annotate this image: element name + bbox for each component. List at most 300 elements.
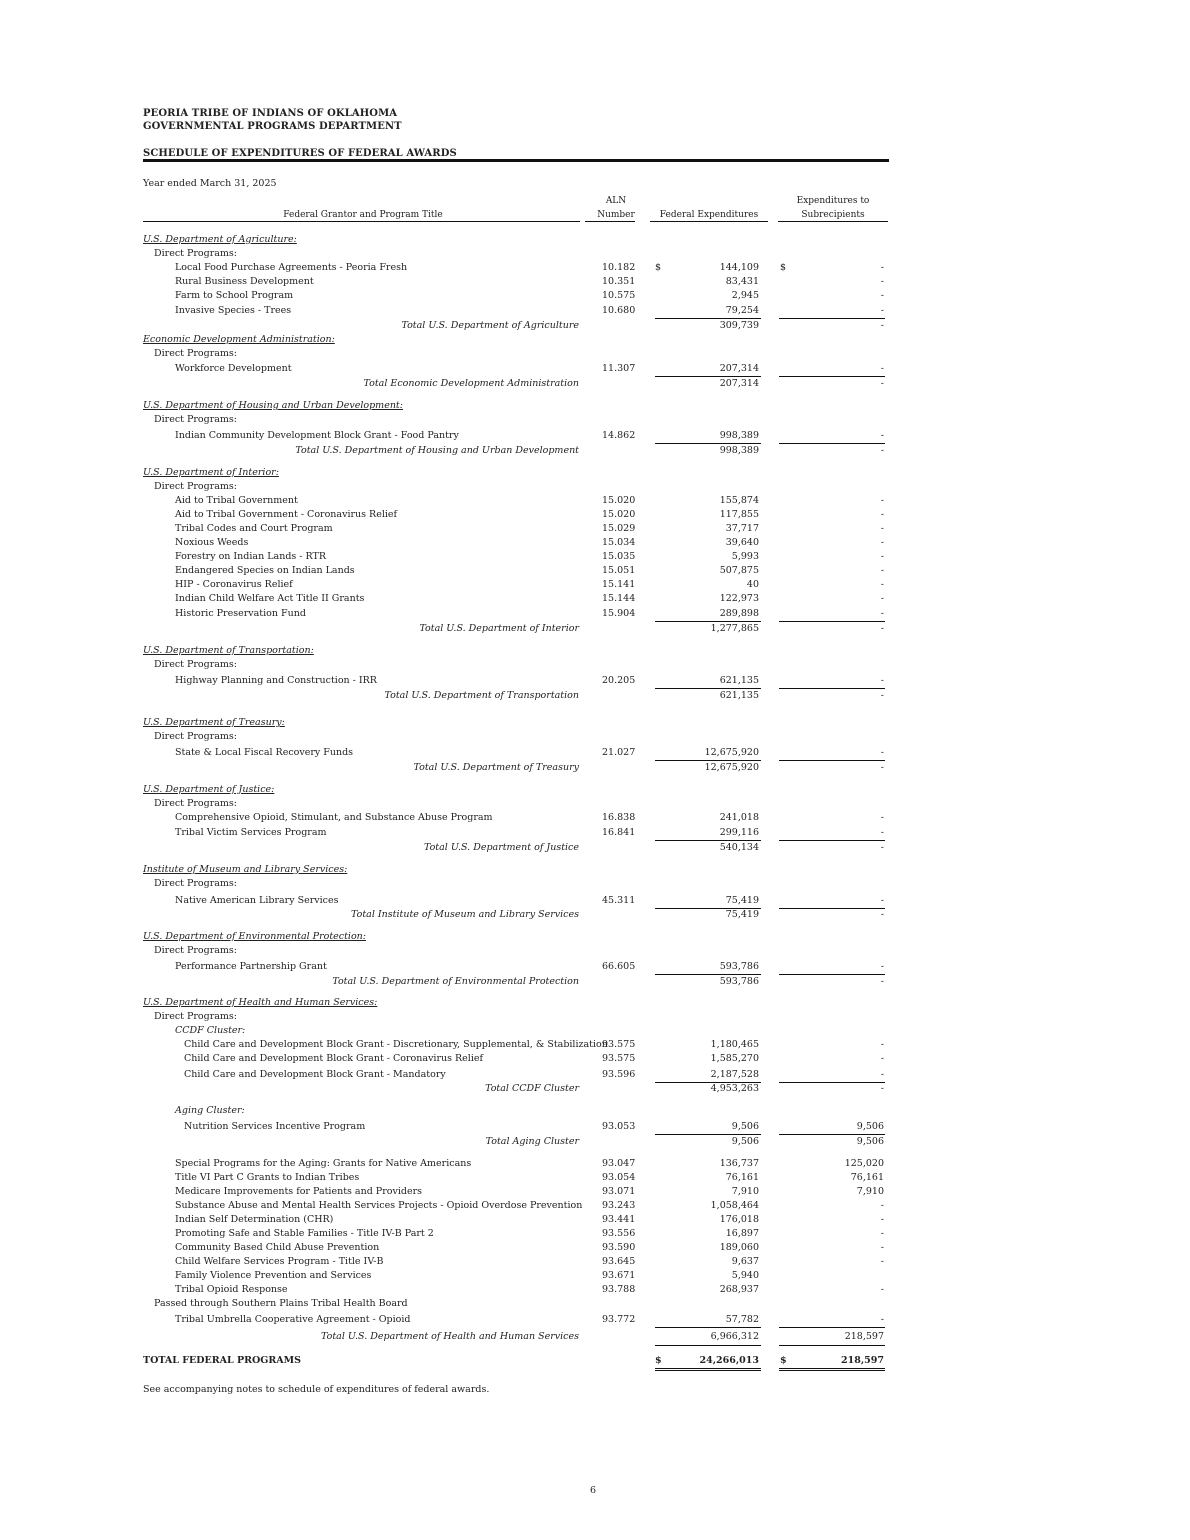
federal-expenditure-amount: 998,389 xyxy=(719,445,759,456)
subrecipient-amount: - xyxy=(880,1053,884,1064)
federal-expenditure-amount: 75,419 xyxy=(725,909,759,920)
table-row xyxy=(0,1185,1190,1199)
subrecipient-amount: - xyxy=(880,593,884,604)
subrecipient-amount: - xyxy=(880,551,884,562)
federal-expenditure-amount: 593,786 xyxy=(719,961,759,972)
subrecipient-amount: - xyxy=(880,290,884,301)
program-group-label: Passed through Southern Plains Tribal Health Board xyxy=(154,1298,408,1309)
table-row xyxy=(0,275,1190,289)
subrecipient-amount: - xyxy=(880,675,884,686)
subrecipient-amount: 218,597 xyxy=(844,1331,884,1342)
federal-expenditure-amount: 144,109 xyxy=(719,262,759,273)
section-row xyxy=(0,1104,1190,1118)
aln-number: 15.029 xyxy=(602,523,636,534)
program-group-label: Direct Programs: xyxy=(154,348,237,359)
aln-number: 93.788 xyxy=(602,1284,636,1295)
federal-expenditure-amount: 16,897 xyxy=(725,1228,759,1239)
program-title: State & Local Fiscal Recovery Funds xyxy=(175,747,354,758)
federal-expenditure-amount: 4,953,263 xyxy=(710,1083,759,1094)
section-row xyxy=(0,996,1190,1010)
aln-number: 93.671 xyxy=(602,1270,636,1281)
total-row xyxy=(0,841,1190,855)
department-heading: Institute of Museum and Library Services: xyxy=(143,864,348,875)
program-title: Noxious Weeds xyxy=(175,537,249,548)
federal-expenditure-amount: 299,116 xyxy=(719,827,759,838)
program-group-label: Direct Programs: xyxy=(154,248,237,259)
section-row xyxy=(0,797,1190,811)
subrecipient-amount: - xyxy=(880,579,884,590)
federal-expenditure-amount: 79,254 xyxy=(725,305,759,316)
table-row xyxy=(0,289,1190,303)
federal-expenditure-amount: 75,419 xyxy=(725,895,759,906)
federal-expenditure-amount: 76,161 xyxy=(725,1172,759,1183)
department-heading: U.S. Department of Health and Human Services: xyxy=(143,997,378,1008)
total-label: Total U.S. Department of Housing and Urban Development xyxy=(295,445,579,456)
program-title: Local Food Purchase Agreements - Peoria Fresh xyxy=(175,262,408,273)
federal-expenditure-amount: 7,910 xyxy=(731,1186,759,1197)
program-title: Rural Business Development xyxy=(175,276,314,287)
subrecipient-amount: - xyxy=(880,363,884,374)
section-row xyxy=(0,247,1190,261)
federal-expenditure-amount: 207,314 xyxy=(719,363,759,374)
federal-expenditure-amount: 39,640 xyxy=(725,537,759,548)
federal-expenditure-amount: 2,187,528 xyxy=(710,1069,759,1080)
table-row xyxy=(0,1052,1190,1066)
table-row xyxy=(0,508,1190,522)
section-row xyxy=(0,413,1190,427)
federal-expenditure-amount: 24,266,013 xyxy=(699,1355,759,1366)
program-group-label: Direct Programs: xyxy=(154,414,237,425)
federal-expenditure-amount: 309,739 xyxy=(719,320,759,331)
aln-number: 93.575 xyxy=(602,1039,636,1050)
aln-number: 11.307 xyxy=(602,363,636,374)
section-row xyxy=(0,783,1190,797)
subrecipient-amount: - xyxy=(880,762,884,773)
cluster-heading: Aging Cluster: xyxy=(175,1105,245,1116)
subrecipient-amount: - xyxy=(880,1069,884,1080)
program-group-label: Direct Programs: xyxy=(154,731,237,742)
grand-total-label: TOTAL FEDERAL PROGRAMS xyxy=(143,1355,302,1366)
program-title: Invasive Species - Trees xyxy=(175,305,292,316)
federal-expenditure-amount: 40 xyxy=(746,579,759,590)
program-title: Community Based Child Abuse Prevention xyxy=(175,1242,380,1253)
section-row xyxy=(0,466,1190,480)
program-title: Tribal Codes and Court Program xyxy=(175,523,333,534)
aln-number: 93.047 xyxy=(602,1158,636,1169)
table-row xyxy=(0,811,1190,825)
table-row xyxy=(0,1157,1190,1171)
aln-number: 93.772 xyxy=(602,1314,636,1325)
subrecipient-amount: 76,161 xyxy=(850,1172,884,1183)
program-title: Tribal Umbrella Cooperative Agreement - Opioid xyxy=(175,1314,411,1325)
table-row xyxy=(0,1068,1190,1082)
program-group-label: Direct Programs: xyxy=(154,878,237,889)
program-title: Highway Planning and Construction - IRR xyxy=(175,675,377,686)
aln-number: 93.645 xyxy=(602,1256,636,1267)
subrecipient-amount: - xyxy=(880,378,884,389)
aln-number: 66.605 xyxy=(602,961,636,972)
federal-expenditure-amount: 9,506 xyxy=(731,1121,759,1132)
program-title: Farm to School Program xyxy=(175,290,294,301)
grand-total-top-rule xyxy=(779,1345,885,1346)
subrecipient-amount: 125,020 xyxy=(844,1158,884,1169)
aln-number: 10.182 xyxy=(602,262,636,273)
table-row xyxy=(0,960,1190,974)
subrecipient-amount: - xyxy=(880,1284,884,1295)
aln-number: 93.071 xyxy=(602,1186,636,1197)
program-group-label: Direct Programs: xyxy=(154,659,237,670)
aln-number: 15.020 xyxy=(602,495,636,506)
table-row xyxy=(0,261,1190,275)
federal-expenditure-amount: 9,506 xyxy=(731,1136,759,1147)
subrecipient-amount: - xyxy=(880,1214,884,1225)
total-label: Total U.S. Department of Treasury xyxy=(413,762,579,773)
aln-number: 10.680 xyxy=(602,305,636,316)
federal-expenditure-amount: 1,180,465 xyxy=(710,1039,759,1050)
cluster-heading: CCDF Cluster: xyxy=(175,1025,246,1036)
program-title: Child Care and Development Block Grant - Discretionary, Supplemental, & Stabilization xyxy=(184,1039,608,1050)
section-row xyxy=(0,333,1190,347)
program-title: Forestry on Indian Lands - RTR xyxy=(175,551,326,562)
section-row xyxy=(0,930,1190,944)
federal-expenditure-amount: 241,018 xyxy=(719,812,759,823)
aln-number: 21.027 xyxy=(602,747,636,758)
period-label: Year ended March 31, 2025 xyxy=(143,178,277,189)
total-label: Total Institute of Museum and Library Services xyxy=(351,909,579,920)
program-title: Child Care and Development Block Grant - Mandatory xyxy=(184,1069,446,1080)
subrecipient-amount: 9,506 xyxy=(856,1121,884,1132)
program-title: Child Care and Development Block Grant - Coronavirus Relief xyxy=(184,1053,484,1064)
subrecipient-amount: - xyxy=(880,812,884,823)
col-header-expenditures: Federal Expenditures xyxy=(659,210,759,220)
program-title: Workforce Development xyxy=(175,363,292,374)
subrecipient-amount: 7,910 xyxy=(856,1186,884,1197)
aln-number: 16.838 xyxy=(602,812,636,823)
col-header-subrecipients-1: Expenditures to xyxy=(796,196,870,206)
total-row xyxy=(0,908,1190,922)
total-row xyxy=(0,319,1190,333)
grand-total-top-rule xyxy=(655,1345,761,1346)
aln-number: 45.311 xyxy=(602,895,636,906)
total-label: Total CCDF Cluster xyxy=(485,1083,579,1094)
program-title: Comprehensive Opioid, Stimulant, and Substance Abuse Program xyxy=(175,812,493,823)
subtotal-rule xyxy=(655,1327,761,1328)
federal-expenditure-amount: 83,431 xyxy=(725,276,759,287)
program-title: Special Programs for the Aging: Grants for Native Americans xyxy=(175,1158,472,1169)
grand-total-double-rule xyxy=(655,1368,761,1369)
department-heading: U.S. Department of Justice: xyxy=(143,784,275,795)
aln-number: 15.034 xyxy=(602,537,636,548)
program-title: Native American Library Services xyxy=(175,895,339,906)
total-label: Total Aging Cluster xyxy=(485,1136,579,1147)
table-row xyxy=(0,1255,1190,1269)
section-row xyxy=(0,233,1190,247)
federal-expenditure-amount: 6,966,312 xyxy=(710,1331,759,1342)
section-row xyxy=(0,730,1190,744)
total-row xyxy=(0,761,1190,775)
currency-symbol: $ xyxy=(780,262,787,273)
total-label: Total U.S. Department of Agriculture xyxy=(401,320,579,331)
federal-expenditure-amount: 12,675,920 xyxy=(704,747,759,758)
total-row xyxy=(0,1082,1190,1096)
department-heading: U.S. Department of Interior: xyxy=(143,467,279,478)
federal-expenditure-amount: 1,585,270 xyxy=(710,1053,759,1064)
table-row xyxy=(0,1269,1190,1283)
subrecipient-amount: - xyxy=(880,495,884,506)
subrecipient-amount: - xyxy=(880,1256,884,1267)
aln-number: 15.904 xyxy=(602,608,636,619)
section-row xyxy=(0,863,1190,877)
subrecipient-amount: - xyxy=(880,445,884,456)
aln-number: 10.575 xyxy=(602,290,636,301)
currency-symbol: $ xyxy=(780,1355,787,1366)
table-row xyxy=(0,1283,1190,1297)
table-row xyxy=(0,746,1190,760)
subrecipient-amount: - xyxy=(880,747,884,758)
subrecipient-amount: - xyxy=(880,842,884,853)
section-row xyxy=(0,1010,1190,1024)
total-row xyxy=(0,444,1190,458)
program-title: Historic Preservation Fund xyxy=(175,608,306,619)
program-title: Tribal Opioid Response xyxy=(175,1284,288,1295)
department-heading: U.S. Department of Environmental Protection: xyxy=(143,931,366,942)
col-header-subrecipients-2: Subrecipients xyxy=(801,210,865,220)
program-title: Tribal Victim Services Program xyxy=(175,827,327,838)
subrecipient-amount: - xyxy=(880,1200,884,1211)
table-row xyxy=(0,536,1190,550)
subrecipient-amount: - xyxy=(880,262,884,273)
table-row xyxy=(0,578,1190,592)
table-row xyxy=(0,429,1190,443)
program-group-label: Direct Programs: xyxy=(154,798,237,809)
table-row xyxy=(0,1038,1190,1052)
section-row xyxy=(0,480,1190,494)
table-row xyxy=(0,1213,1190,1227)
program-title: Nutrition Services Incentive Program xyxy=(184,1121,366,1132)
aln-number: 15.141 xyxy=(602,579,636,590)
subrecipient-amount: - xyxy=(880,565,884,576)
federal-expenditure-amount: 155,874 xyxy=(719,495,759,506)
program-title: Indian Community Development Block Grant - Food Pantry xyxy=(175,430,459,441)
table-row xyxy=(0,1241,1190,1255)
subrecipient-amount: - xyxy=(880,895,884,906)
total-row xyxy=(0,975,1190,989)
department-heading: U.S. Department of Treasury: xyxy=(143,717,285,728)
subrecipient-amount: - xyxy=(880,305,884,316)
grand-total-double-rule xyxy=(779,1370,885,1371)
federal-expenditure-amount: 540,134 xyxy=(719,842,759,853)
program-title: Title VI Part C Grants to Indian Tribes xyxy=(175,1172,360,1183)
total-row xyxy=(0,622,1190,636)
department-heading: U.S. Department of Transportation: xyxy=(143,645,314,656)
table-row xyxy=(0,564,1190,578)
table-row xyxy=(0,494,1190,508)
subrecipient-amount: - xyxy=(880,1039,884,1050)
subrecipient-amount: - xyxy=(880,909,884,920)
federal-expenditure-amount: 593,786 xyxy=(719,976,759,987)
total-label: Total U.S. Department of Interior xyxy=(419,623,579,634)
aln-number: 16.841 xyxy=(602,827,636,838)
currency-symbol: $ xyxy=(655,262,662,273)
table-row xyxy=(0,674,1190,688)
total-label: Total U.S. Department of Environmental Protection xyxy=(332,976,579,987)
total-row xyxy=(0,1330,1190,1344)
department-heading: U.S. Department of Agriculture: xyxy=(143,234,297,245)
total-row xyxy=(0,689,1190,703)
federal-expenditure-amount: 117,855 xyxy=(719,509,759,520)
subrecipient-amount: - xyxy=(880,608,884,619)
subrecipient-amount: - xyxy=(880,690,884,701)
federal-expenditure-amount: 189,060 xyxy=(719,1242,759,1253)
section-row xyxy=(0,644,1190,658)
entity-name: PEORIA TRIBE OF INDIANS OF OKLAHOMA xyxy=(143,108,398,119)
subrecipient-amount: - xyxy=(880,320,884,331)
federal-expenditure-amount: 37,717 xyxy=(725,523,759,534)
table-row xyxy=(0,1171,1190,1185)
federal-expenditure-amount: 2,945 xyxy=(731,290,759,301)
aln-number: 93.243 xyxy=(602,1200,636,1211)
subrecipient-amount: - xyxy=(880,523,884,534)
table-row xyxy=(0,522,1190,536)
total-label: Total Economic Development Administration xyxy=(363,378,579,389)
subrecipient-amount: - xyxy=(880,430,884,441)
aln-number: 93.441 xyxy=(602,1214,636,1225)
col-header-aln-2: Number xyxy=(597,210,635,220)
table-row xyxy=(0,1120,1190,1134)
program-group-label: Direct Programs: xyxy=(154,481,237,492)
subrecipient-amount: - xyxy=(880,509,884,520)
program-title: Performance Partnership Grant xyxy=(175,961,327,972)
federal-expenditure-amount: 5,940 xyxy=(731,1270,759,1281)
program-title: Family Violence Prevention and Services xyxy=(175,1270,372,1281)
program-title: Indian Child Welfare Act Title II Grants xyxy=(175,593,365,604)
program-title: HIP - Coronavirus Relief xyxy=(175,579,293,590)
section-row xyxy=(0,877,1190,891)
federal-expenditure-amount: 5,993 xyxy=(731,551,759,562)
federal-expenditure-amount: 621,135 xyxy=(719,675,759,686)
footnote: See accompanying notes to schedule of expenditures of federal awards. xyxy=(143,1384,490,1395)
col-header-aln-1: ALN xyxy=(605,196,627,206)
table-row xyxy=(0,1227,1190,1241)
aln-number: 15.020 xyxy=(602,509,636,520)
aln-number: 93.590 xyxy=(602,1242,636,1253)
federal-expenditure-amount: 268,937 xyxy=(719,1284,759,1295)
federal-expenditure-amount: 122,973 xyxy=(719,593,759,604)
table-row xyxy=(0,826,1190,840)
department-heading: U.S. Department of Housing and Urban Development: xyxy=(143,400,403,411)
page-title: SCHEDULE OF EXPENDITURES OF FEDERAL AWARDS xyxy=(143,148,457,159)
federal-expenditure-amount: 1,277,865 xyxy=(710,623,759,634)
page-number: 6 xyxy=(590,1485,597,1496)
subrecipient-amount: - xyxy=(880,827,884,838)
program-title: Child Welfare Services Program - Title IV-B xyxy=(175,1256,384,1267)
subrecipient-amount: - xyxy=(880,276,884,287)
subtotal-rule xyxy=(779,1327,885,1328)
federal-expenditure-amount: 998,389 xyxy=(719,430,759,441)
grand-total-double-rule xyxy=(655,1370,761,1371)
federal-expenditure-amount: 507,875 xyxy=(719,565,759,576)
subrecipient-amount: - xyxy=(880,1083,884,1094)
section-row xyxy=(0,944,1190,958)
table-row xyxy=(0,894,1190,908)
program-title: Endangered Species on Indian Lands xyxy=(175,565,355,576)
section-row xyxy=(0,1024,1190,1038)
table-row xyxy=(0,304,1190,318)
table-row xyxy=(0,362,1190,376)
federal-expenditure-amount: 207,314 xyxy=(719,378,759,389)
subrecipient-amount: - xyxy=(880,1242,884,1253)
aln-number: 93.054 xyxy=(602,1172,636,1183)
col-header-program: Federal Grantor and Program Title xyxy=(283,210,443,220)
subrecipient-amount: - xyxy=(880,623,884,634)
program-group-label: Direct Programs: xyxy=(154,1011,237,1022)
department-heading: Economic Development Administration: xyxy=(143,334,335,345)
currency-symbol: $ xyxy=(655,1355,662,1366)
federal-expenditure-amount: 57,782 xyxy=(725,1314,759,1325)
subrecipient-amount: 9,506 xyxy=(856,1136,884,1147)
table-row xyxy=(0,550,1190,564)
department-name: GOVERNMENTAL PROGRAMS DEPARTMENT xyxy=(143,121,402,132)
federal-expenditure-amount: 289,898 xyxy=(719,608,759,619)
grand-total-row xyxy=(0,1354,1190,1368)
section-row xyxy=(0,1297,1190,1311)
section-row xyxy=(0,716,1190,730)
program-title: Promoting Safe and Stable Families - Title IV-B Part 2 xyxy=(175,1228,434,1239)
total-label: Total U.S. Department of Transportation xyxy=(384,690,579,701)
table-row xyxy=(0,592,1190,606)
federal-expenditure-amount: 176,018 xyxy=(719,1214,759,1225)
table-row xyxy=(0,607,1190,621)
aln-number: 10.351 xyxy=(602,276,636,287)
aln-number: 20.205 xyxy=(602,675,636,686)
subrecipient-amount: - xyxy=(880,961,884,972)
table-row xyxy=(0,1199,1190,1213)
federal-expenditure-amount: 136,737 xyxy=(719,1158,759,1169)
federal-expenditure-amount: 12,675,920 xyxy=(704,762,759,773)
subrecipient-amount: 218,597 xyxy=(841,1355,884,1366)
program-title: Indian Self Determination (CHR) xyxy=(175,1214,334,1225)
total-row xyxy=(0,377,1190,391)
grand-total-double-rule xyxy=(779,1368,885,1369)
aln-number: 15.051 xyxy=(602,565,636,576)
total-label: Total U.S. Department of Justice xyxy=(423,842,579,853)
total-row xyxy=(0,1135,1190,1149)
subrecipient-amount: - xyxy=(880,976,884,987)
program-group-label: Direct Programs: xyxy=(154,945,237,956)
aln-number: 93.596 xyxy=(602,1069,636,1080)
subrecipient-amount: - xyxy=(880,1228,884,1239)
program-title: Aid to Tribal Government xyxy=(175,495,298,506)
total-label: Total U.S. Department of Health and Human Services xyxy=(321,1331,579,1342)
aln-number: 93.556 xyxy=(602,1228,636,1239)
aln-number: 93.053 xyxy=(602,1121,636,1132)
subrecipient-amount: - xyxy=(880,1314,884,1325)
program-title: Aid to Tribal Government - Coronavirus Relief xyxy=(175,509,398,520)
section-row xyxy=(0,658,1190,672)
aln-number: 14.862 xyxy=(602,430,636,441)
program-title: Medicare Improvements for Patients and Providers xyxy=(175,1186,422,1197)
subrecipient-amount: - xyxy=(880,537,884,548)
table-row xyxy=(0,1313,1190,1327)
aln-number: 15.035 xyxy=(602,551,636,562)
program-title: Substance Abuse and Mental Health Services Projects - Opioid Overdose Prevention xyxy=(175,1200,583,1211)
federal-expenditure-amount: 9,637 xyxy=(731,1256,759,1267)
aln-number: 15.144 xyxy=(602,593,636,604)
section-row xyxy=(0,347,1190,361)
section-row xyxy=(0,399,1190,413)
aln-number: 93.575 xyxy=(602,1053,636,1064)
federal-expenditure-amount: 1,058,464 xyxy=(710,1200,759,1211)
